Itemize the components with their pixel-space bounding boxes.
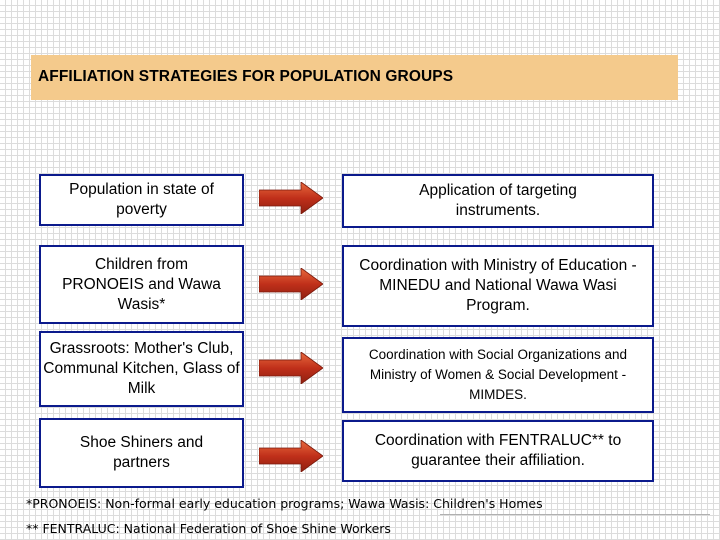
- title-bar: [31, 55, 678, 100]
- arrow-right-icon: [259, 268, 323, 300]
- strategy-label-minedu: Coordination with Ministry of Education - MINEDU and National Wawa Wasi Program.: [359, 257, 637, 314]
- arrow-right-icon: [259, 352, 323, 384]
- divider: [440, 514, 710, 515]
- footnote-fentraluc: ** FENTRALUC: National Federation of Shoe Shine Workers: [26, 521, 391, 536]
- strategy-box-mimdes: [342, 337, 654, 413]
- strategy-label-targeting: Application of targeting instruments.: [419, 182, 577, 219]
- arrow-right-icon: [259, 182, 323, 214]
- strategy-box-targeting: [342, 174, 654, 228]
- arrow-right-icon: [259, 440, 323, 472]
- population-box-shoeshiners: [39, 418, 244, 488]
- population-label-shoeshiners: Shoe Shiners and partners: [79, 434, 204, 471]
- population-label-children: Children from PRONOEIS and Wawa Wasis*: [62, 255, 221, 313]
- population-label-grassroots: Grassroots: Mother's Club, Communal Kitchen, Glass of Milk: [43, 340, 240, 397]
- page-title: AFFILIATION STRATEGIES FOR POPULATION GROUPS: [38, 68, 454, 85]
- population-box-poverty: [39, 174, 244, 226]
- population-label-poverty: Population in state of poverty: [69, 181, 214, 218]
- population-box-grassroots: [39, 331, 244, 407]
- footnote-pronoeis: *PRONOEIS: Non-formal early education programs; Wawa Wasis: Children's Homes: [26, 496, 543, 511]
- strategy-label-fentraluc: Coordination with FENTRALUC** to guarantee their affiliation.: [374, 432, 622, 469]
- strategy-box-fentraluc: [342, 420, 654, 482]
- strategy-box-minedu: [342, 245, 654, 327]
- strategy-label-mimdes: Coordination with Social Organizations and Ministry of Women & Social Development - MIMDES.: [368, 347, 628, 402]
- population-box-children: [39, 245, 244, 324]
